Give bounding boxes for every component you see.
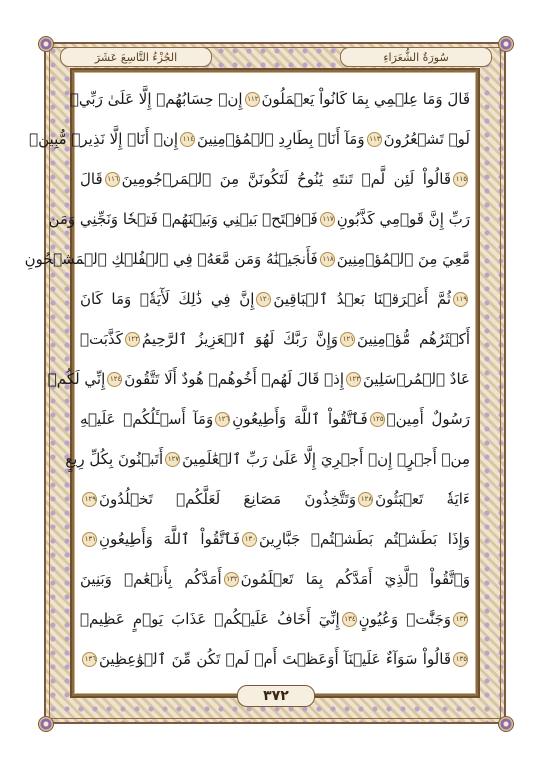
- verse-text: وَجَنَّٰتٖ وَعُيُونٍ: [358, 610, 452, 628]
- verse-text: إِنِّيٓ أَخَافُ عَلَيۡكُمۡ عَذَابَ يَوۡمٍ عَظِيمٖ: [80, 610, 340, 628]
- verse-line: [80, 280, 470, 318]
- verse-line: [80, 520, 470, 558]
- verse-text: فَٱفۡتَحۡ بَيۡنِي وَبَيۡنَهُمۡ فَتۡحٗا وَنَجِّنِي وَمَن: [48, 210, 318, 228]
- ayah-number-marker: ١٢٩: [82, 492, 97, 507]
- verse-text: رَسُولٌ أَمِينٞ: [386, 410, 470, 428]
- verse-text: إِنَّ فِي ذَٰلِكَ لَأٓيَةٗۖ وَمَا كَانَ: [80, 290, 255, 308]
- verse-text: وَٱتَّقُواْ ٱلَّذِيٓ أَمَدَّكُم بِمَا تَعۡلَمُونَ: [240, 570, 470, 588]
- verse-line: [24, 240, 470, 278]
- ayah-number-marker: ١٢٨: [358, 492, 373, 507]
- surah-title: سُورَةُ الشُّعَرَاءِ: [340, 47, 492, 67]
- ayah-number-marker: ١٢٧: [165, 452, 180, 467]
- ayah-number-marker: ١١٦: [105, 172, 120, 187]
- ayah-number-marker: ١٣٦: [82, 652, 97, 667]
- ayah-number-marker: ١٣٣: [453, 612, 468, 627]
- corner-rosette-icon: [38, 36, 54, 52]
- verse-text: وَمَآ أَسۡـَٔلُكُمۡ عَلَيۡهِ: [80, 410, 214, 428]
- verse-text: فَٱتَّقُواْ ٱللَّهَ وَأَطِيعُونِ: [99, 530, 241, 548]
- verse-text: كَذَّبَتۡ: [80, 330, 123, 348]
- verse-text: قَالُواْ سَوَآءٌ عَلَيۡنَآ أَوَعَظۡتَ أَمۡ لَمۡ تَكُن مِّنَ ٱلۡوَٰعِظِينَ: [99, 650, 451, 668]
- verse-text: قَالُواْ لَئِن لَّمۡ تَنتَهِ يَٰنُوحُ لَتَكُونَنَّ مِنَ ٱلۡمَرۡجُومِينَ: [121, 170, 451, 188]
- verse-line: [65, 440, 470, 478]
- ayah-number-marker: ١٢٠: [256, 292, 271, 307]
- verse-line: [80, 160, 470, 198]
- ayah-number-marker: ١٢٢: [125, 332, 140, 347]
- verse-text: أَمَدَّكُم بِأَنۡعَٰمٖ وَبَنِينَ: [80, 570, 222, 588]
- ayah-number-marker: ١١٨: [320, 252, 335, 267]
- verse-text: قَالَ: [80, 170, 103, 188]
- verse-text: ثُمَّ أَغۡرَقۡنَا بَعۡدُ ٱلۡبَاقِينَ: [273, 290, 451, 308]
- verse-text: وَإِنَّ رَبَّكَ لَهُوَ ٱلۡعَزِيزُ ٱلرَّحِيمُ: [141, 330, 339, 348]
- verse-text: فَأَنجَيۡنَٰهُ وَمَن مَّعَهُۥ فِي ٱلۡفُلۡكِ ٱلۡمَشۡحُونِ: [24, 250, 318, 268]
- ayah-number-marker: ١٣٤: [342, 612, 357, 627]
- ayah-number-marker: ١٣١: [82, 532, 97, 547]
- verse-line: [80, 480, 470, 518]
- verse-line: [47, 360, 470, 398]
- verse-text: مِنۡ أَجۡرٍۖ إِنۡ أَجۡرِيَ إِلَّا عَلَىٰ رَبِّ ٱلۡعَٰلَمِينَ: [182, 450, 470, 468]
- verse-text: وَمَآ أَنَا۠ بِطَارِدِ ٱلۡمُؤۡمِنِينَ: [197, 130, 365, 148]
- ayah-number-marker: ١٢٥: [370, 412, 385, 427]
- ayah-number-marker: ١١٧: [320, 212, 335, 227]
- ayah-number-marker: ١١٤: [180, 132, 195, 147]
- ayah-number-marker: ١٢١: [340, 332, 355, 347]
- ayah-number-marker: ١٢٤: [107, 372, 122, 387]
- verse-line: [80, 320, 470, 358]
- page-number: ٣٧٢: [237, 685, 315, 707]
- verse-line: [80, 640, 470, 678]
- ayah-number-marker: ١٣٥: [453, 652, 468, 667]
- verse-text: إِذۡ قَالَ لَهُمۡ أَخُوهُمۡ هُودٌ أَلَا تَتَّقُونَ: [124, 370, 345, 388]
- verse-text: وَإِذَا بَطَشۡتُم بَطَشۡتُمۡ جَبَّارِينَ: [259, 530, 470, 548]
- ayah-number-marker: ١٣٠: [242, 532, 257, 547]
- ayah-number-marker: ١١٣: [367, 132, 382, 147]
- verse-text: فَٱتَّقُواْ ٱللَّهَ وَأَطِيعُونِ: [232, 410, 368, 428]
- verse-text: عَادٌ ٱلۡمُرۡسَلِينَ: [363, 370, 470, 388]
- verse-line: [80, 600, 470, 638]
- verse-line: [29, 120, 470, 158]
- verse-text: أَتَبۡنُونَ بِكُلِّ رِيعٍ: [65, 450, 164, 468]
- ayah-number-marker: ١٢٦: [215, 412, 230, 427]
- ayah-number-marker: ١٢٣: [346, 372, 361, 387]
- verse-text: رَبِّ إِنَّ قَوۡمِي كَذَّبُونِ: [336, 210, 470, 228]
- ayah-number-marker: ١١٢: [245, 92, 260, 107]
- corner-rosette-icon: [38, 716, 54, 732]
- verse-line: [80, 400, 470, 438]
- verse-text: قَالَ وَمَا عِلۡمِي بِمَا كَانُواْ يَعۡمَلُونَ: [261, 90, 470, 108]
- verse-line: [80, 560, 470, 598]
- verse-text: إِنِّي لَكُمۡ: [47, 370, 106, 388]
- verse-text: ءَايَةٗ تَعۡبَثُونَ: [375, 490, 470, 508]
- verse-text: إِنۡ أَنَا۠ إِلَّا نَذِيرٞ مُّبِينٞ: [29, 130, 179, 148]
- verse-text: إِنۡ حِسَابُهُمۡ إِلَّا عَلَىٰ رَبِّيۖ: [69, 90, 243, 108]
- ayah-number-marker: ١١٥: [453, 172, 468, 187]
- verse-line: [48, 200, 470, 238]
- verse-text: مَّعِيَ مِنَ ٱلۡمُؤۡمِنِينَ: [336, 250, 470, 268]
- ayah-number-marker: ١٣٢: [224, 572, 239, 587]
- verse-text: وَتَتَّخِذُونَ مَصَانِعَ لَعَلَّكُمۡ تَخۡلُدُونَ: [99, 490, 357, 508]
- juz-title: الجُزْءُ التَّاسِعَ عَشَرَ: [60, 47, 212, 67]
- verse-text: لَوۡ تَشۡعُرُونَ: [383, 130, 470, 148]
- corner-rosette-icon: [498, 716, 514, 732]
- verse-text: أَكۡثَرُهُم مُّؤۡمِنِينَ: [357, 330, 470, 348]
- corner-rosette-icon: [498, 36, 514, 52]
- verse-line: [69, 80, 470, 118]
- ayah-number-marker: ١١٩: [453, 292, 468, 307]
